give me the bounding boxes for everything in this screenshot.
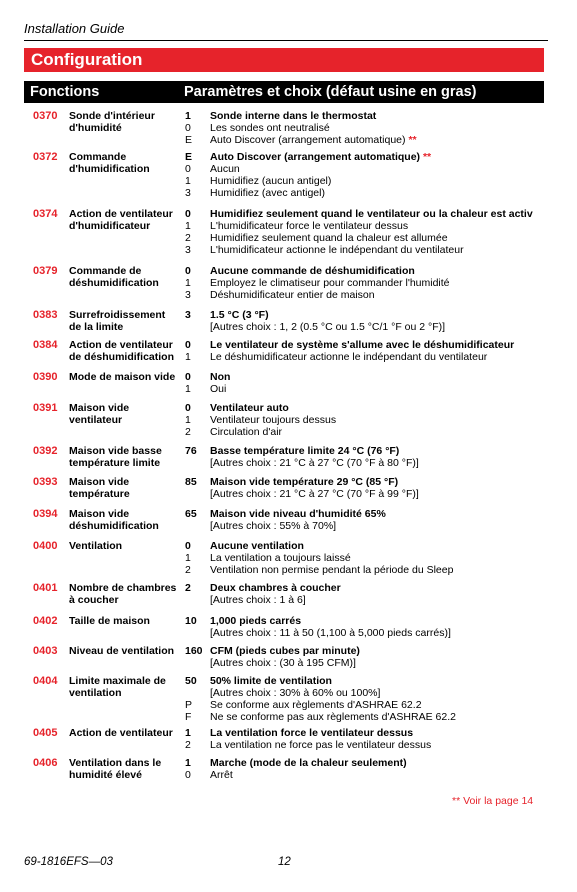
option-line — [185, 727, 555, 739]
option-text — [210, 657, 555, 669]
option-line — [185, 414, 555, 426]
option-description: Non — [210, 371, 231, 383]
option-text — [210, 265, 555, 277]
option-line — [185, 339, 555, 351]
row-function-name: Maison vide température — [69, 476, 130, 500]
option-description: Se conforme aux règlements d'ASHRAE 62.2 — [210, 699, 422, 711]
row-function-name: Maison vide ventilateur — [69, 402, 130, 426]
option-line — [185, 110, 555, 122]
option-description: Arrêt — [210, 769, 233, 781]
option-value: 0 — [185, 402, 191, 414]
row-options — [185, 265, 555, 301]
option-text — [210, 476, 555, 488]
option-line — [185, 687, 555, 699]
option-description: [Autres choix : 55% à 70%] — [210, 520, 337, 532]
option-value: 1 — [185, 220, 191, 232]
option-value: 50 — [185, 675, 197, 687]
option-value: 2 — [185, 426, 191, 438]
option-description: Ventilation non permise pendant la période du Sleep — [210, 564, 454, 576]
option-text — [210, 540, 555, 552]
option-text — [210, 187, 555, 199]
row-options — [185, 508, 555, 532]
option-line — [185, 699, 555, 711]
option-description: La ventilation ne force pas le ventilateur dessus — [210, 739, 432, 751]
option-text — [210, 163, 555, 175]
option-line — [185, 265, 555, 277]
option-line — [185, 208, 555, 220]
option-text — [210, 711, 555, 723]
option-line — [185, 402, 555, 414]
row-function-name: Action de ventilateur de déshumidification — [69, 339, 175, 363]
option-value: 160 — [185, 645, 203, 657]
row-options — [185, 309, 555, 333]
row-function-name: Ventilation dans le humidité élevé — [69, 757, 162, 781]
option-value: P — [185, 699, 193, 711]
option-line — [185, 371, 555, 383]
option-value: 10 — [185, 615, 197, 627]
header-parameters: Paramètres et choix (défaut usine en gras) — [184, 84, 477, 100]
row-code: 0379 — [33, 265, 58, 277]
row-function-name: Commande d'humidification — [69, 151, 150, 175]
option-line — [185, 122, 555, 134]
option-line — [185, 244, 555, 256]
option-description: Circulation d'air — [210, 426, 283, 438]
option-text — [210, 414, 555, 426]
row-function-name: Action de ventilateur — [69, 727, 173, 739]
option-text — [210, 309, 555, 321]
row-options — [185, 540, 555, 576]
option-description: 1,000 pieds carrés — [210, 615, 302, 627]
option-description: Ventilateur auto — [210, 402, 289, 414]
option-description: Ventilateur toujours dessus — [210, 414, 337, 426]
header-rule — [24, 40, 548, 41]
row-code: 0400 — [33, 540, 58, 552]
option-text — [210, 615, 555, 627]
option-description: [Autres choix : 21 °C à 27 °C (70 °F à 99 °F)] — [210, 488, 419, 500]
row-options — [185, 339, 555, 363]
option-value: 0 — [185, 208, 191, 220]
option-line — [185, 309, 555, 321]
option-value: 3 — [185, 244, 191, 256]
option-description: L'humidificateur actionne le indépendant du ventilateur — [210, 244, 464, 256]
option-value: 1 — [185, 175, 191, 187]
option-value: E — [185, 151, 193, 163]
option-value: 2 — [185, 232, 191, 244]
option-description: La ventilation force le ventilateur dessus — [210, 727, 414, 739]
option-line — [185, 445, 555, 457]
option-description: L'humidificateur force le ventilateur dessus — [210, 220, 409, 232]
row-options — [185, 208, 555, 256]
option-text — [210, 552, 555, 564]
row-options — [185, 582, 555, 606]
header-guide: Installation Guide — [24, 21, 125, 36]
option-line — [185, 564, 555, 576]
option-line — [185, 457, 555, 469]
option-text — [210, 645, 555, 657]
option-description: Basse température limite 24 °C (76 °F) — [210, 445, 400, 457]
row-options — [185, 110, 555, 146]
row-code: 0392 — [33, 445, 58, 457]
row-code: 0406 — [33, 757, 58, 769]
row-function-name: Maison vide déshumidification — [69, 508, 159, 532]
option-value: 2 — [185, 582, 191, 594]
option-line — [185, 769, 555, 781]
option-value: 3 — [185, 289, 191, 301]
row-code: 0401 — [33, 582, 58, 594]
option-value: 0 — [185, 122, 191, 134]
option-value: 0 — [185, 163, 191, 175]
option-text — [210, 351, 555, 363]
option-line — [185, 627, 555, 639]
row-options — [185, 476, 555, 500]
option-value: 2 — [185, 739, 191, 751]
option-line — [185, 645, 555, 657]
row-code: 0374 — [33, 208, 58, 220]
header-functions: Fonctions — [30, 84, 100, 100]
option-description: Deux chambres à coucher — [210, 582, 341, 594]
option-description: Aucun — [210, 163, 240, 175]
row-code: 0403 — [33, 645, 58, 657]
option-description: Oui — [210, 383, 227, 395]
option-description: CFM (pieds cubes par minute) — [210, 645, 360, 657]
row-function-name: Taille de maison — [69, 615, 150, 627]
option-text — [210, 457, 555, 469]
row-code: 0372 — [33, 151, 58, 163]
row-function-name: Maison vide basse température limite — [69, 445, 162, 469]
option-value: 65 — [185, 508, 197, 520]
row-options — [185, 675, 555, 723]
row-code: 0370 — [33, 110, 58, 122]
option-text — [210, 594, 555, 606]
option-text — [210, 321, 555, 333]
option-text — [210, 426, 555, 438]
option-text — [210, 383, 555, 395]
row-function-name: Surrefroidissement de la limite — [69, 309, 166, 333]
option-description: Humidifiez (aucun antigel) — [210, 175, 332, 187]
row-options — [185, 727, 555, 751]
footer-page-number: 12 — [278, 856, 291, 868]
option-description: Déshumidificateur entier de maison — [210, 289, 375, 301]
option-line — [185, 187, 555, 199]
option-description: Humidifiez seulement quand la chaleur est allumée — [210, 232, 448, 244]
option-line — [185, 175, 555, 187]
row-function-name: Mode de maison vide — [69, 371, 176, 383]
row-options — [185, 371, 555, 395]
row-options — [185, 757, 555, 781]
option-text — [210, 277, 555, 289]
option-value: 1 — [185, 351, 191, 363]
option-text — [210, 402, 555, 414]
option-text — [210, 627, 555, 639]
option-line — [185, 163, 555, 175]
footnote-marker: ** — [408, 134, 417, 146]
option-value: 2 — [185, 564, 191, 576]
table-header — [24, 81, 544, 103]
option-value: 1 — [185, 383, 191, 395]
option-text — [210, 289, 555, 301]
row-function-name: Commande de déshumidification — [69, 265, 159, 289]
option-text — [210, 520, 555, 532]
option-line — [185, 476, 555, 488]
option-text — [210, 371, 555, 383]
option-description: 1.5 °C (3 °F) — [210, 309, 269, 321]
option-line — [185, 552, 555, 564]
row-function-name: Limite maximale de ventilation — [69, 675, 166, 699]
option-line — [185, 711, 555, 723]
option-line — [185, 351, 555, 363]
option-description: Maison vide température 29 °C (85 °F) — [210, 476, 399, 488]
option-value: 1 — [185, 552, 191, 564]
row-function-name: Sonde d'intérieur d'humidité — [69, 110, 155, 134]
option-line — [185, 520, 555, 532]
option-line — [185, 151, 555, 163]
option-value: 1 — [185, 727, 191, 739]
option-description: Employez le climatiseur pour commander l'humidité — [210, 277, 450, 289]
footer-doc-number: 69-1816EFS—03 — [24, 856, 113, 868]
option-text — [210, 699, 555, 711]
option-value: 1 — [185, 414, 191, 426]
option-line — [185, 232, 555, 244]
option-text — [210, 339, 555, 351]
option-value: 0 — [185, 769, 191, 781]
option-text — [210, 244, 555, 256]
footnote-marker: ** — [422, 151, 432, 163]
option-description: Ne se conforme pas aux règlements d'ASHRAE 62.2 — [210, 711, 456, 723]
option-text — [210, 122, 555, 134]
option-text — [210, 687, 555, 699]
row-function-name: Niveau de ventilation — [69, 645, 175, 657]
option-description: La ventilation a toujours laissé — [210, 552, 351, 564]
option-line — [185, 615, 555, 627]
row-function-name: Ventilation — [69, 540, 123, 552]
option-line — [185, 289, 555, 301]
option-text — [210, 445, 555, 457]
option-value: F — [185, 711, 192, 723]
option-text — [210, 110, 555, 122]
option-value: 85 — [185, 476, 197, 488]
option-description: [Autres choix : 30% à 60% ou 100%] — [210, 687, 381, 699]
option-description: Marche (mode de la chaleur seulement) — [210, 757, 407, 769]
row-code: 0404 — [33, 675, 58, 687]
option-description: [Autres choix : 1, 2 (0.5 °C ou 1.5 °C/1 °F ou 2 °F)] — [210, 321, 446, 333]
row-code: 0402 — [33, 615, 58, 627]
option-line — [185, 757, 555, 769]
option-line — [185, 739, 555, 751]
footnote: ** Voir la page 14 — [452, 795, 534, 807]
option-text — [210, 675, 555, 687]
row-function-name: Action de ventilateur d'humidificateur — [69, 208, 173, 232]
option-line — [185, 657, 555, 669]
option-line — [185, 675, 555, 687]
row-code: 0393 — [33, 476, 58, 488]
option-text — [210, 175, 555, 187]
option-value: E — [185, 134, 193, 146]
option-text — [210, 134, 555, 146]
row-options — [185, 151, 555, 199]
option-description: Les sondes ont neutralisé — [210, 122, 330, 134]
option-description: [Autres choix : 11 à 50 (1,100 à 5,000 pieds carrés)] — [210, 627, 451, 639]
option-text — [210, 757, 555, 769]
row-function-name: Nombre de chambres à coucher — [69, 582, 177, 606]
option-description: Aucune ventilation — [210, 540, 304, 552]
row-code: 0391 — [33, 402, 58, 414]
option-text — [210, 564, 555, 576]
option-text — [210, 151, 555, 163]
option-text — [210, 769, 555, 781]
option-description: Humidifiez seulement quand le ventilateur ou la chaleur est activ — [210, 208, 533, 220]
option-value: 3 — [185, 187, 191, 199]
option-description: Aucune commande de déshumidification — [210, 265, 415, 277]
option-description: Auto Discover (arrangement automatique) — [210, 134, 406, 146]
option-text — [210, 232, 555, 244]
option-value: 1 — [185, 757, 191, 769]
option-line — [185, 594, 555, 606]
row-code: 0394 — [33, 508, 58, 520]
option-line — [185, 582, 555, 594]
row-code: 0405 — [33, 727, 58, 739]
option-value: 76 — [185, 445, 197, 457]
option-line — [185, 321, 555, 333]
option-value: 1 — [185, 277, 191, 289]
option-text — [210, 220, 555, 232]
option-value: 0 — [185, 265, 191, 277]
row-options — [185, 615, 555, 639]
section-title: Configuration — [24, 48, 544, 72]
option-description: 50% limite de ventilation — [210, 675, 332, 687]
option-line — [185, 540, 555, 552]
option-line — [185, 426, 555, 438]
option-line — [185, 383, 555, 395]
row-code: 0390 — [33, 371, 58, 383]
row-options — [185, 645, 555, 669]
option-line — [185, 488, 555, 500]
option-description: [Autres choix : 1 à 6] — [210, 594, 306, 606]
option-line — [185, 220, 555, 232]
row-options — [185, 402, 555, 438]
option-text — [210, 488, 555, 500]
option-text — [210, 508, 555, 520]
option-text — [210, 208, 555, 220]
option-line — [185, 134, 555, 146]
option-value: 3 — [185, 309, 191, 321]
option-description: [Autres choix : (30 à 195 CFM)] — [210, 657, 356, 669]
option-value: 0 — [185, 540, 191, 552]
option-text — [210, 727, 555, 739]
option-description: [Autres choix : 21 °C à 27 °C (70 °F à 80 °F)] — [210, 457, 419, 469]
option-description: Maison vide niveau d'humidité 65% — [210, 508, 386, 520]
option-description: Le déshumidificateur actionne le indépendant du ventilateur — [210, 351, 488, 363]
option-value: 0 — [185, 339, 191, 351]
option-value: 0 — [185, 371, 191, 383]
option-description: Sonde interne dans le thermostat — [210, 110, 377, 122]
option-line — [185, 277, 555, 289]
option-line — [185, 508, 555, 520]
row-code: 0384 — [33, 339, 58, 351]
option-text — [210, 582, 555, 594]
option-description: Humidifiez (avec antigel) — [210, 187, 325, 199]
option-description: Le ventilateur de système s'allume avec le déshumidificateur — [210, 339, 515, 351]
option-text — [210, 739, 555, 751]
row-code: 0383 — [33, 309, 58, 321]
option-value: 1 — [185, 110, 191, 122]
option-description: Auto Discover (arrangement automatique) — [210, 151, 421, 163]
row-options — [185, 445, 555, 469]
